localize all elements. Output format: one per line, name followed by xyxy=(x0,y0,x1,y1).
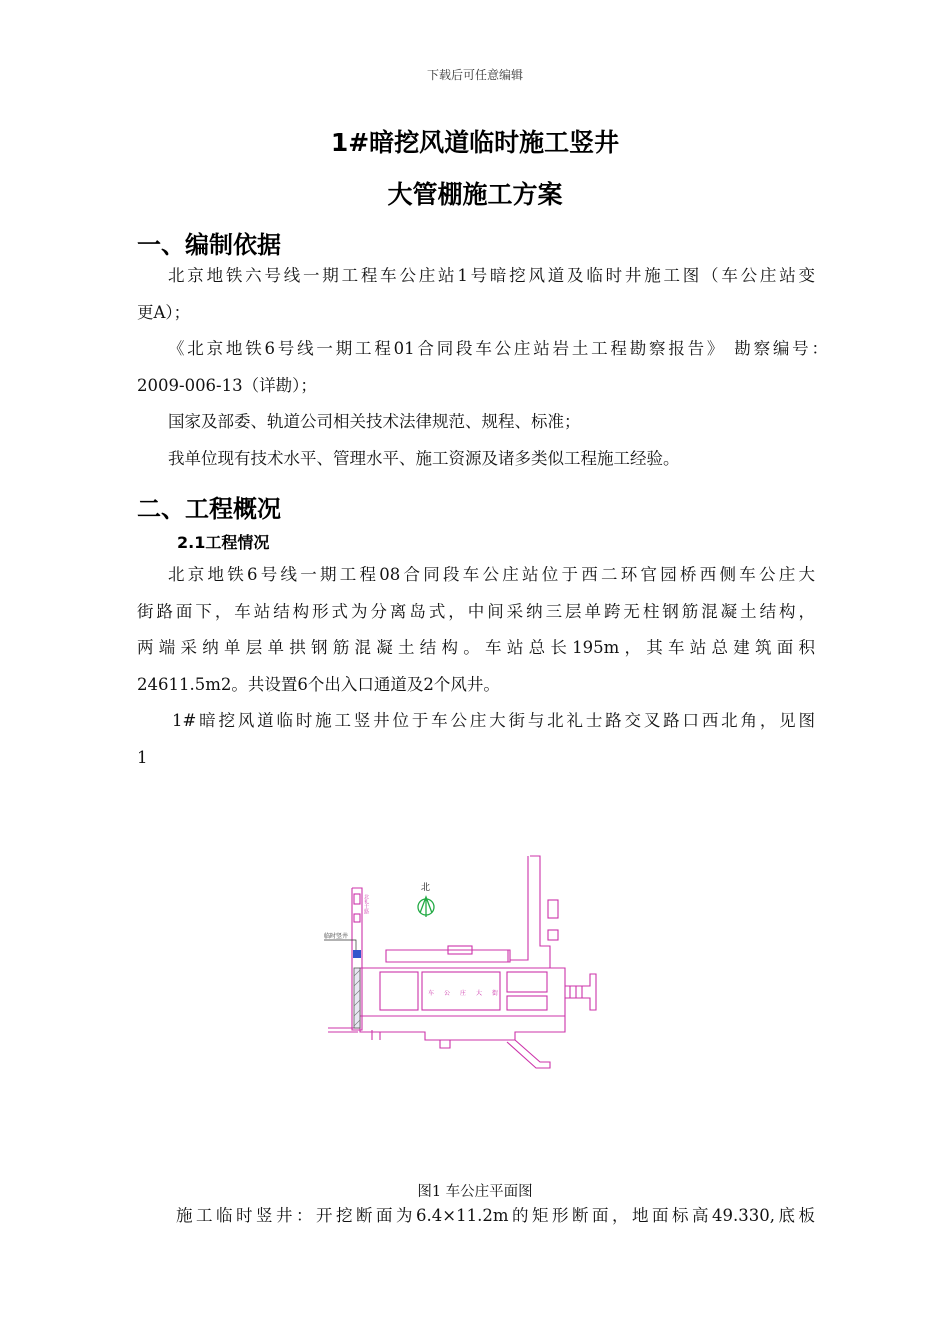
section2-subheading: 2.1工程情况 xyxy=(177,533,270,552)
section1-heading: 一、编制依据 xyxy=(137,231,281,259)
figure-caption: 图1 车公庄平面图 xyxy=(417,1184,533,1200)
street-label: 车公庄大街 xyxy=(428,990,509,997)
s2-p1-line2: 街路面下，车站结构形式为分离岛式，中间采纳三层单跨无柱钢筋混凝土结构， xyxy=(137,602,815,621)
north-label: 北 xyxy=(421,883,431,893)
platform-room-east-1 xyxy=(507,972,547,992)
s2-p1-line4: 24611.5m2。共设置6个出入口通道及2个风井。 xyxy=(137,675,500,694)
station-plan-drawing xyxy=(300,850,620,1080)
s2-p1-line3: 两端采纳单层单拱钢筋混凝土结构。车站总长195m，其车站总建筑面积 xyxy=(137,638,815,657)
temporary-shaft-marker xyxy=(324,940,361,1028)
road-label: 北礼士路 xyxy=(363,894,369,914)
page-header: 下载后可任意编辑 xyxy=(426,68,523,82)
station-outline xyxy=(360,968,565,1040)
s2-p2-line1: 1#暗挖风道临时施工竖井位于车公庄大街与北礼士路交叉路口西北角，见图 xyxy=(172,711,815,730)
s1-p2-line2: 2009-006-13（详勘）； xyxy=(137,376,317,395)
last-line: 施工临时竖井：开挖断面为6.4×11.2m的矩形断面，地面标高49.330,底板 xyxy=(176,1206,815,1225)
s2-p1-line1: 北京地铁6号线一期工程08合同段车公庄站位于西二环官园桥西侧车公庄大 xyxy=(168,565,815,584)
s2-p2-line2: 1 xyxy=(137,748,148,767)
s1-p1-line1: 北京地铁六号线一期工程车公庄站1号暗挖风道及临时井施工图（车公庄站变 xyxy=(168,266,815,285)
north-arrow-icon xyxy=(418,897,434,917)
platform-room-east-2 xyxy=(507,996,547,1010)
document-title-line1: 1#暗挖风道临时施工竖井 xyxy=(330,128,620,157)
northeast-wing xyxy=(510,856,550,968)
platform-room-west xyxy=(380,972,418,1010)
s1-p4: 我单位现有技术水平、管理水平、施工资源及诸多类似工程施工经验。 xyxy=(168,449,680,468)
section2-heading: 二、工程概况 xyxy=(137,495,281,523)
s1-p1-line2: 更A）； xyxy=(137,303,191,322)
southeast-exit xyxy=(507,1040,550,1068)
s1-p3: 国家及部委、轨道公司相关技术法律规范、规程、标准； xyxy=(168,412,581,431)
s1-p2-line1: 《北京地铁6号线一期工程01合同段车公庄站岩土工程勘察报告》 勘察编号： xyxy=(168,339,828,358)
document-title-line2: 大管棚施工方案 xyxy=(387,180,563,209)
shaft-label: 临时竖井 xyxy=(324,933,349,940)
